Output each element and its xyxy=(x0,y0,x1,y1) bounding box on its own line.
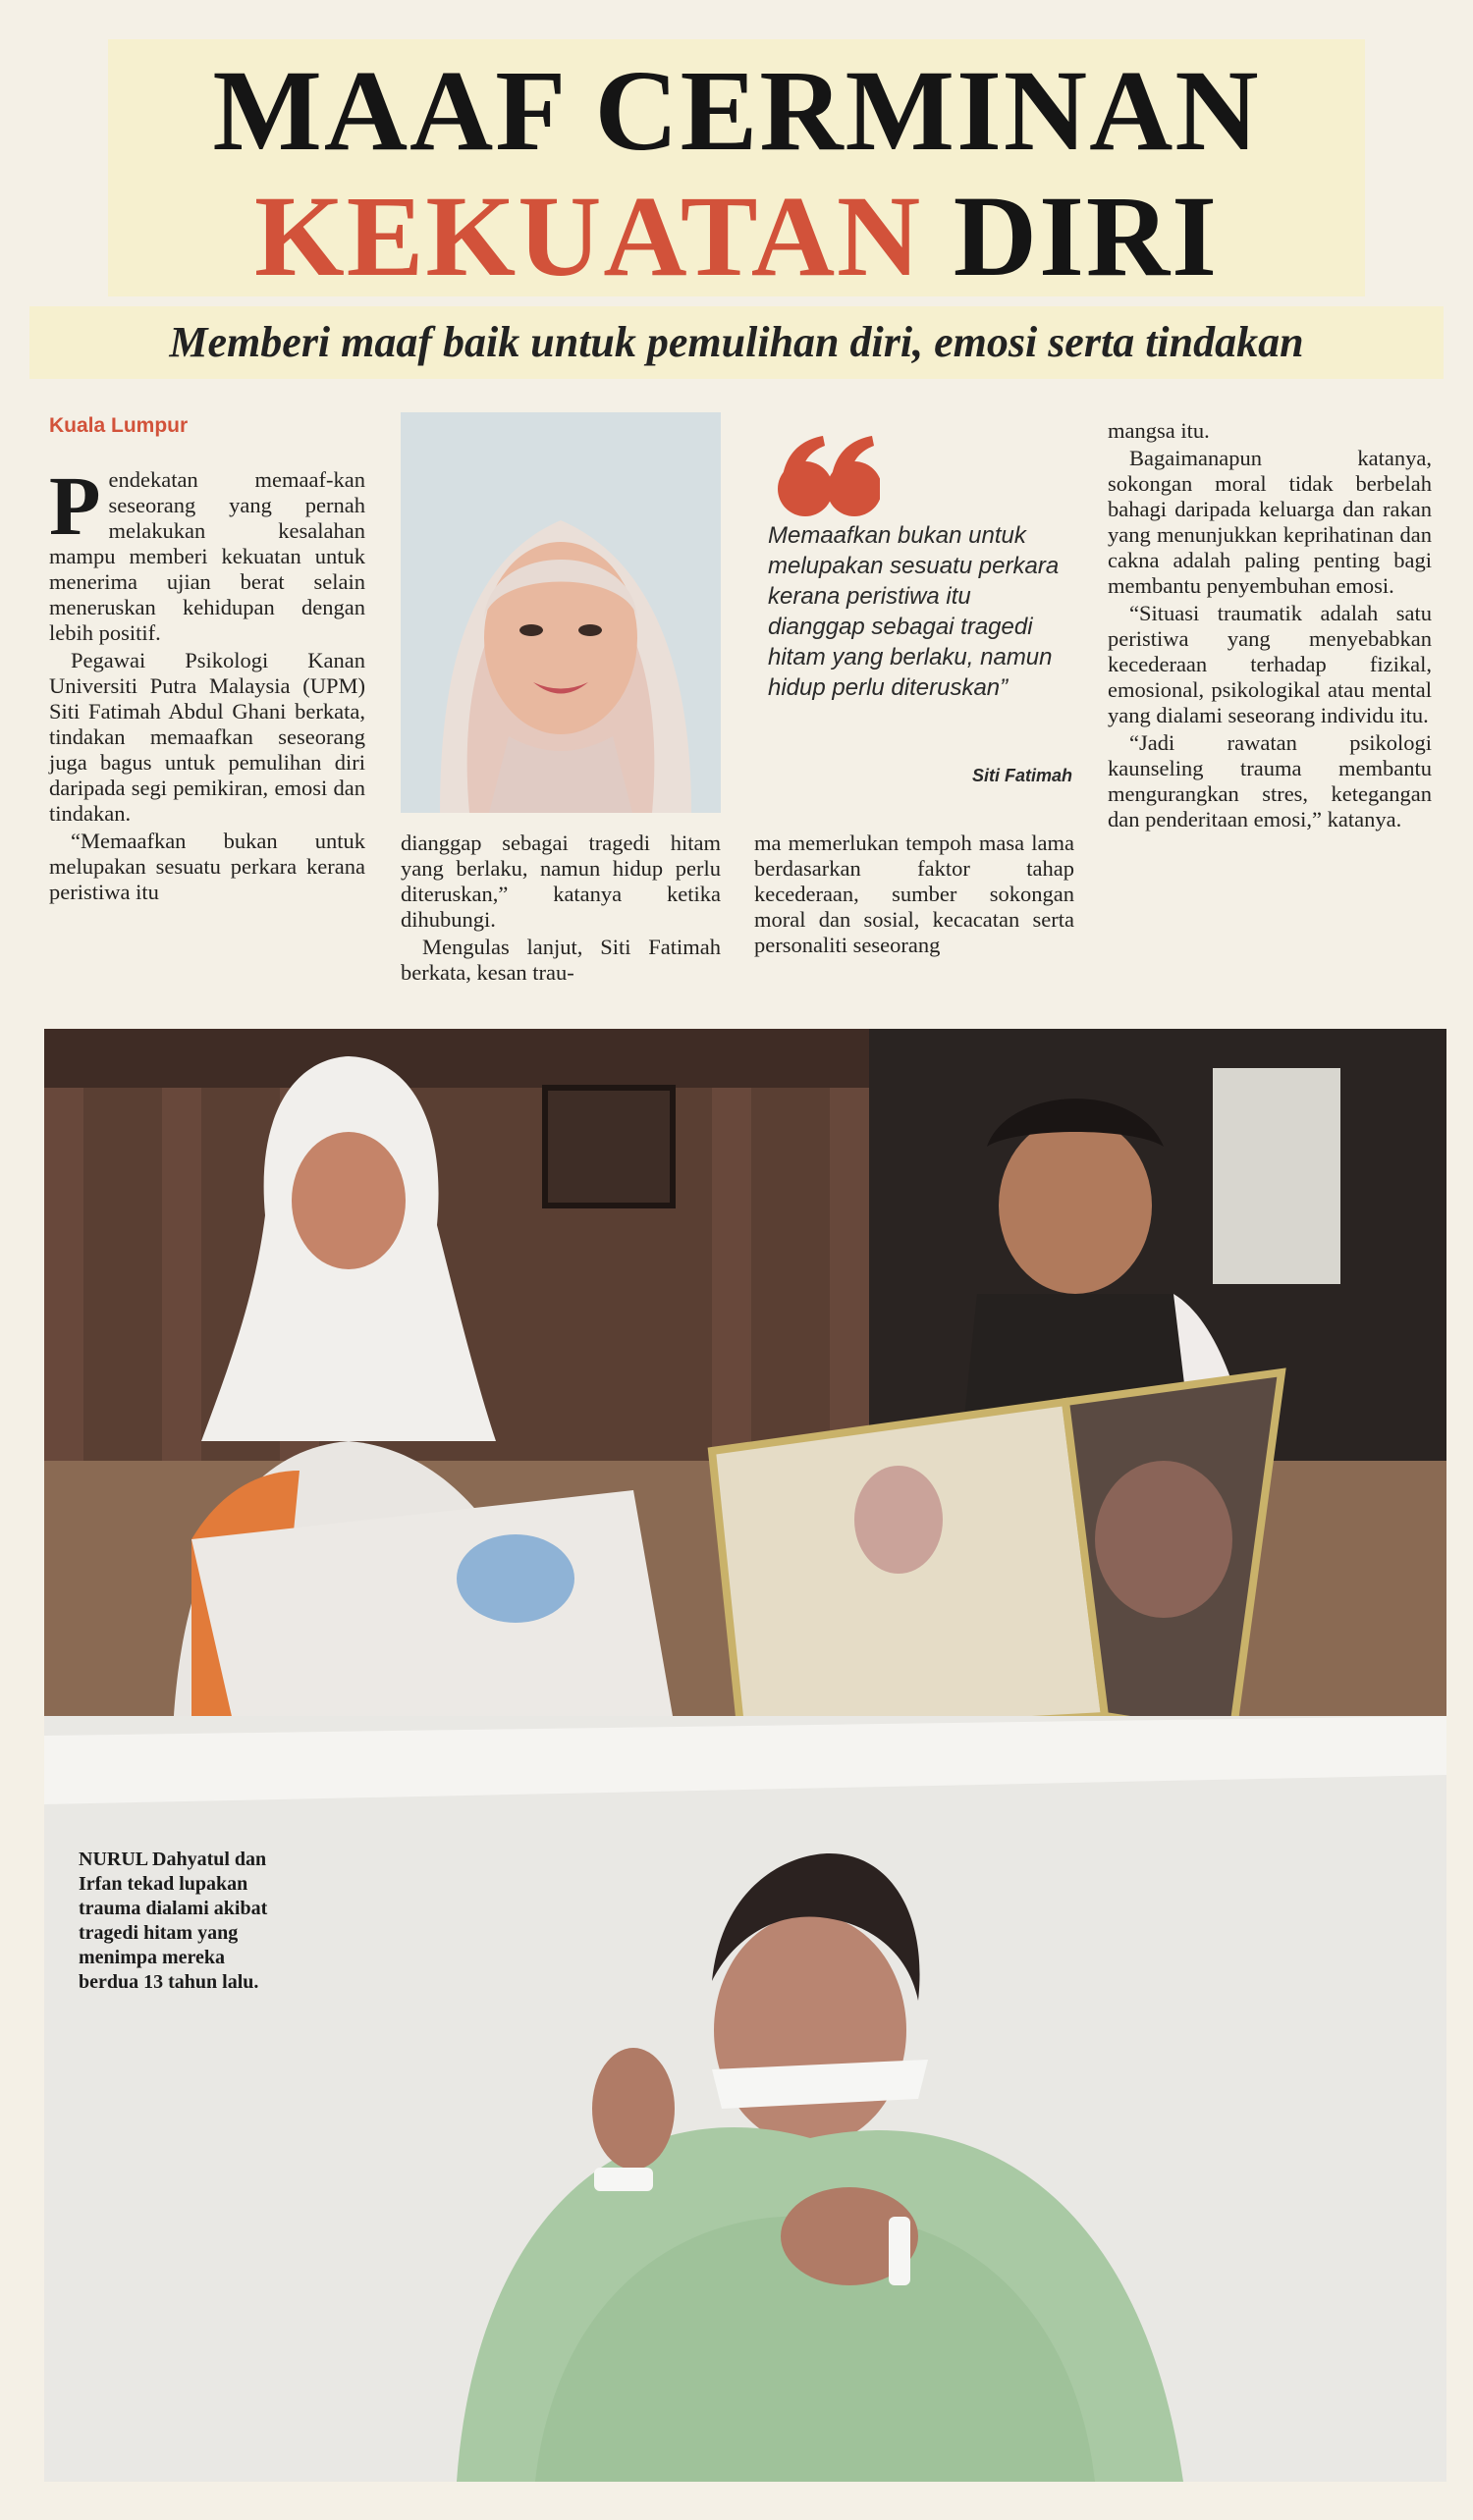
photo-caption: NURUL Dahyatul dan Irfan tekad lupakan trauma dialami akibat tragedi hitam yang menimpa mereka berdua 13 tahun lalu. xyxy=(79,1849,268,1993)
paragraph: “Jadi rawatan psikologi kaunseling trauma membantu mengurangkan stres, ketegangan dan penderitaan emosi,” katanya. xyxy=(1108,730,1432,831)
subheadline: Memberi maaf baik untuk pemulihan diri, emosi serta tindakan xyxy=(29,306,1444,379)
paragraph: “Memaafkan bukan untuk melupakan sesuatu perkara kerana peristiwa itu xyxy=(49,829,365,904)
headline-black-word: DIRI xyxy=(953,172,1220,300)
pull-quote: Memaafkan bukan untuk melupakan sesuatu perkara kerana peristiwa itu dianggap sebagai tragedi hitam yang berlaku, namun hidup perlu diteruskan” xyxy=(768,522,1060,701)
headline-line-1: MAAF CERMINAN xyxy=(212,46,1261,175)
body-column-1 xyxy=(49,458,365,907)
paragraph: Mengulas lanjut, Siti Fatimah berkata, kesan trau- xyxy=(401,935,721,985)
pull-quote-attribution: Siti Fatimah xyxy=(971,766,1072,785)
body-column-4 xyxy=(1108,418,1432,834)
portrait-illustration xyxy=(401,412,721,813)
dateline: Kuala Lumpur xyxy=(49,414,189,437)
headline-red-word: KEKUATAN xyxy=(253,172,923,300)
quote-mark-icon xyxy=(772,424,880,532)
paragraph: Bagaimanapun katanya, sokongan moral tidak berbelah bahagi daripada keluarga dan rakan yang menunjukkan keprihatinan dan cakna adalah paling penting bagi membantu penyembuhan emosi. xyxy=(1108,446,1432,598)
paragraph: Pendekatan memaaf-kan seseorang yang pernah melakukan kesalahan mampu memberi kekuatan untuk menerima ujian berat selain meneruskan kehidupan dengan lebih positif. xyxy=(49,458,365,645)
body-column-2 xyxy=(401,831,721,988)
dropcap: P xyxy=(49,458,101,553)
paragraph: dianggap sebagai tragedi hitam yang berlaku, namun hidup perlu diteruskan,” katanya ketika dihubungi. xyxy=(401,831,721,932)
portrait-photo xyxy=(401,412,721,813)
paragraph: ma memerlukan tempoh masa lama berdasarkan faktor tahap kecederaan, sumber sokongan moral dan sosial, kecacatan serta personaliti seseorang xyxy=(754,831,1074,957)
paragraph: Pegawai Psikologi Kanan Universiti Putra Malaysia (UPM) Siti Fatimah Abdul Ghani berkata, tindakan memaafkan seseorang juga bagus untuk pemulihan diri daripada segi pemikiran, emosi dan tindakan. xyxy=(49,648,365,826)
headline-line-2 xyxy=(108,172,1365,300)
body-column-3 xyxy=(754,831,1074,960)
paragraph: mangsa itu. xyxy=(1108,418,1210,443)
main-photo-illustration xyxy=(44,1029,1446,2482)
paragraph: “Situasi traumatik adalah satu peristiwa yang menyebabkan kecederaan terhadap fizikal, emosional, psikologikal atau mental yang dialami seseorang individu itu. xyxy=(1108,601,1432,727)
headline-block xyxy=(108,39,1365,300)
main-photo xyxy=(44,1029,1446,2482)
